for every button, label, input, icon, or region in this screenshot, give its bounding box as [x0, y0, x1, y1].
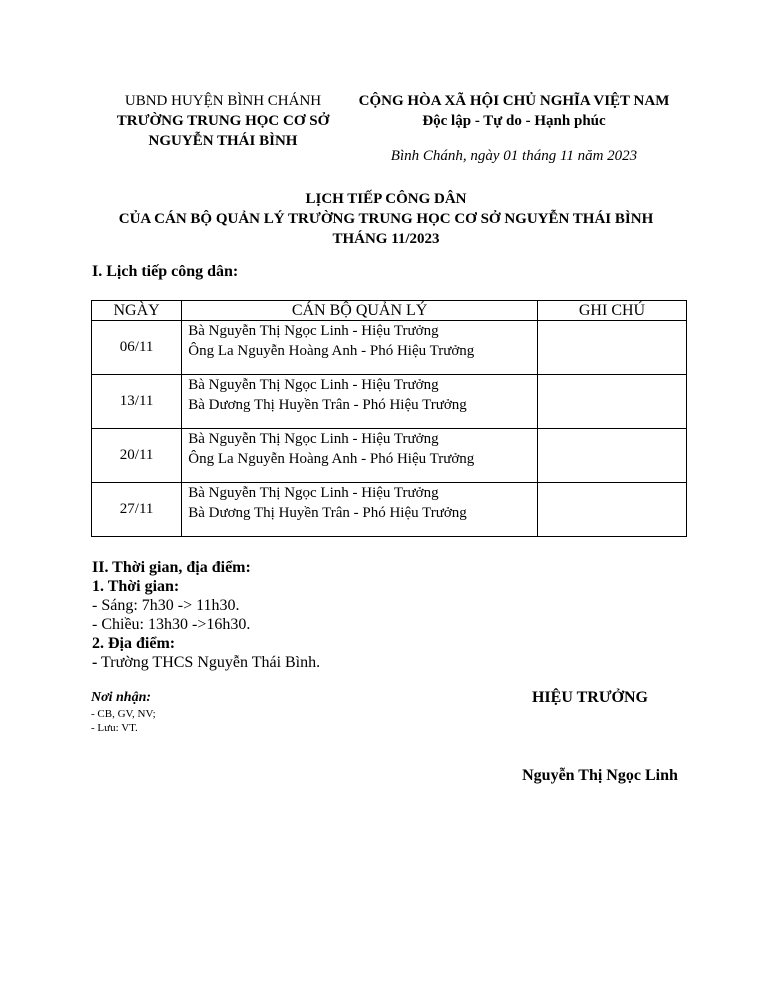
place-text: Trường THCS Nguyễn Thái Bình.: [97, 654, 321, 671]
manager-line: Bà Nguyễn Thị Ngọc Linh - Hiệu Trưởng: [188, 323, 439, 339]
recipients-block: [91, 689, 391, 735]
table-row: [92, 429, 687, 483]
recipients-label: Nơi nhận:: [91, 690, 152, 705]
header-manager: CÁN BỘ QUẢN LÝ: [182, 301, 538, 321]
header-date: NGÀY: [92, 301, 182, 321]
schedule-table: [91, 300, 687, 537]
row-date: 13/11: [92, 375, 182, 429]
place-line: [92, 653, 492, 672]
afternoon-time: - Chiều: 13h30 ->16h30.: [92, 616, 251, 633]
table-header-row: [92, 301, 687, 321]
section1-heading: I. Lịch tiếp công dân:: [92, 263, 239, 280]
row-note: [537, 375, 686, 429]
title-line1: LỊCH TIẾP CÔNG DÂN: [305, 191, 467, 207]
row-date: 20/11: [92, 429, 182, 483]
manager-line: Bà Nguyễn Thị Ngọc Linh - Hiệu Trưởng: [188, 431, 439, 447]
section2-block: [92, 558, 492, 672]
title-line2: CỦA CÁN BỘ QUẢN LÝ TRƯỜNG TRUNG HỌC CƠ SỞ NGUYỄN THÁI BÌNH: [118, 211, 654, 227]
national-title: CỘNG HÒA XÃ HỘI CHỦ NGHĨA VIỆT NAM: [358, 93, 670, 109]
school-name-line1: TRƯỜNG TRUNG HỌC CƠ SỞ: [116, 113, 330, 129]
title-line3: THÁNG 11/2023: [332, 231, 440, 247]
recipient-item: - CB, GV, NV;: [91, 708, 156, 720]
issuing-authority-block: [88, 91, 358, 151]
place-dash: -: [92, 654, 98, 671]
document-title: [60, 189, 712, 249]
row-managers: [182, 429, 538, 483]
manager-line: Ông La Nguyễn Hoàng Anh - Phó Hiệu Trưởng: [188, 451, 475, 467]
signer-title: HIỆU TRƯỞNG: [531, 689, 648, 706]
manager-line: Ông La Nguyễn Hoàng Anh - Phó Hiệu Trưởng: [188, 343, 475, 359]
authority-line: UBND HUYỆN BÌNH CHÁNH: [124, 93, 322, 109]
recipient-item: - Lưu: VT.: [91, 722, 138, 734]
time-heading: 1. Thời gian:: [92, 578, 180, 595]
row-note: [537, 429, 686, 483]
table-row: [92, 321, 687, 375]
row-managers: [182, 375, 538, 429]
national-motto: Độc lập - Tự do - Hạnh phúc: [422, 113, 606, 129]
manager-line: Bà Dương Thị Huyền Trân - Phó Hiệu Trưởng: [188, 397, 467, 413]
header-note: GHI CHÚ: [537, 301, 686, 321]
signer-name: Nguyễn Thị Ngọc Linh: [522, 767, 678, 784]
place-heading: 2. Địa điểm:: [92, 635, 176, 652]
national-header-block: [340, 91, 688, 131]
manager-line: Bà Nguyễn Thị Ngọc Linh - Hiệu Trưởng: [188, 485, 439, 501]
manager-line: Bà Nguyễn Thị Ngọc Linh - Hiệu Trưởng: [188, 377, 439, 393]
row-date: 06/11: [92, 321, 182, 375]
school-name-line2: NGUYỄN THÁI BÌNH: [148, 133, 298, 149]
row-date: 27/11: [92, 483, 182, 537]
row-managers: [182, 321, 538, 375]
row-note: [537, 321, 686, 375]
morning-time: - Sáng: 7h30 -> 11h30.: [92, 597, 240, 614]
manager-line: Bà Dương Thị Huyền Trân - Phó Hiệu Trưởng: [188, 505, 467, 521]
table-row: [92, 375, 687, 429]
row-note: [537, 483, 686, 537]
section2-heading: II. Thời gian, địa điểm:: [92, 559, 251, 576]
document-date: Bình Chánh, ngày 01 tháng 11 năm 2023: [390, 148, 638, 164]
row-managers: [182, 483, 538, 537]
table-row: [92, 483, 687, 537]
